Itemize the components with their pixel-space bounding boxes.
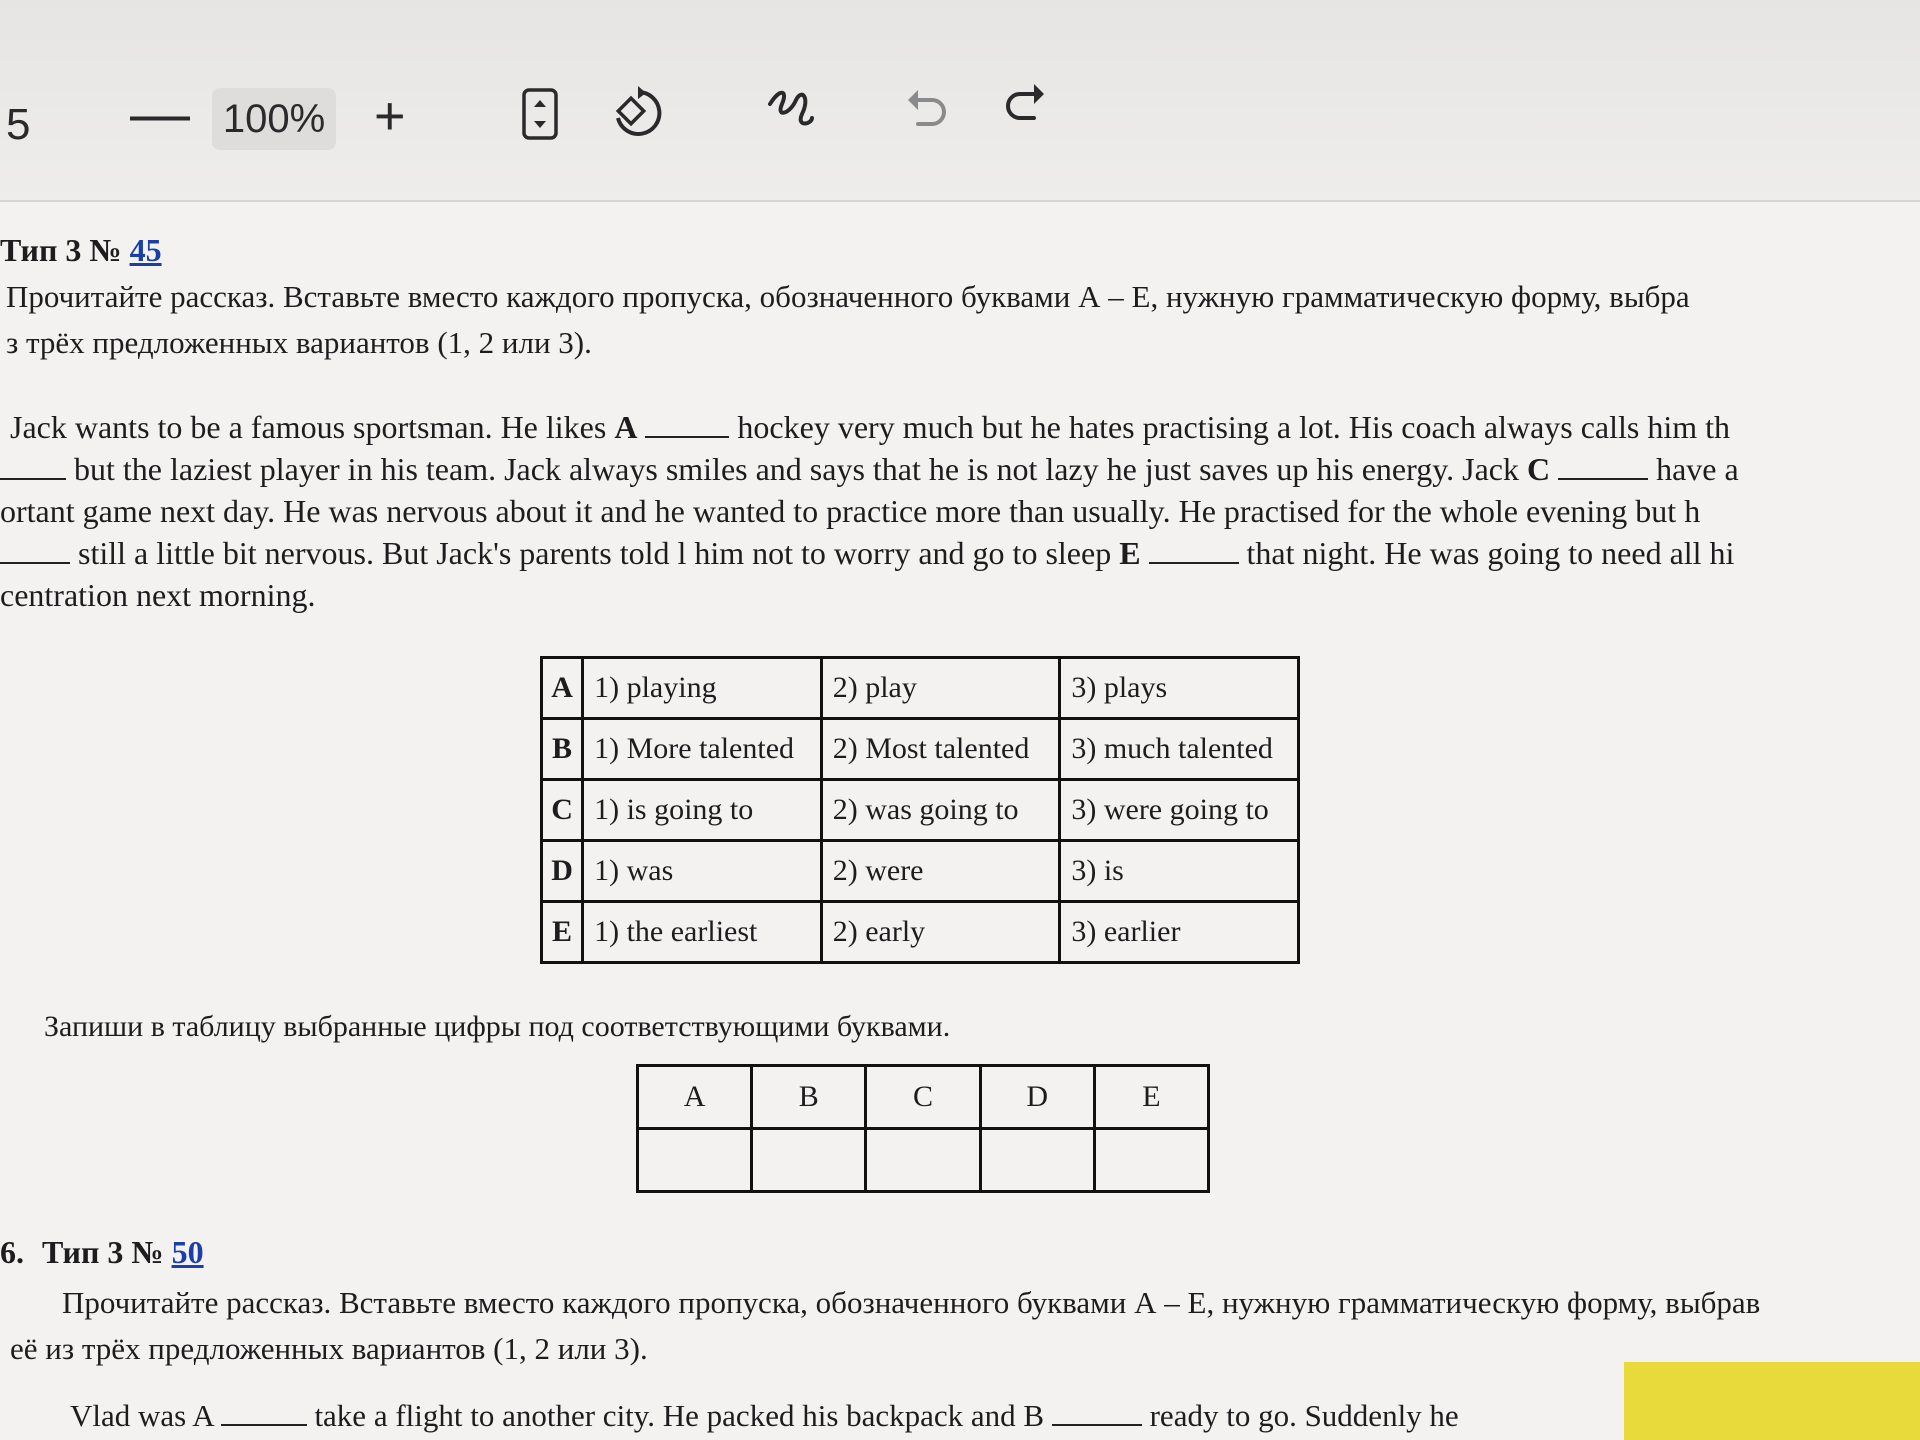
gap-blank bbox=[1558, 478, 1648, 480]
instruction-line: з трёх предложенных вариантов (1, 2 или 3). bbox=[6, 325, 592, 360]
option-cell: 2) play bbox=[821, 658, 1060, 719]
task-header bbox=[0, 232, 162, 269]
zoom-level[interactable]: 100% bbox=[212, 88, 336, 150]
option-letter: B bbox=[542, 719, 583, 780]
pdf-toolbar bbox=[0, 0, 1920, 202]
option-cell: 1) More talented bbox=[583, 719, 822, 780]
answer-cell[interactable] bbox=[1094, 1129, 1208, 1192]
option-cell: 2) Most talented bbox=[821, 719, 1060, 780]
task-instruction bbox=[6, 274, 1920, 366]
option-cell: 3) earlier bbox=[1060, 902, 1299, 963]
answer-input-row bbox=[638, 1129, 1209, 1192]
story-line: but the laziest player in his team. Jack always smiles and says that he is not lazy he just saves up his energy. Jack C have a bbox=[0, 448, 1920, 490]
options-row bbox=[542, 841, 1299, 902]
option-cell: 3) plays bbox=[1060, 658, 1299, 719]
answer-header: E bbox=[1094, 1066, 1208, 1129]
zoom-out-button[interactable]: — bbox=[130, 80, 190, 147]
task-number-link[interactable]: 45 bbox=[129, 232, 162, 268]
answer-header-row bbox=[638, 1066, 1209, 1129]
undo-icon[interactable] bbox=[904, 84, 950, 130]
options-row bbox=[542, 719, 1299, 780]
instruction-line: Прочитайте рассказ. Вставьте вместо каждого пропуска, обозначенного буквами А – Е, нужную грамматическую форму, выбра bbox=[6, 279, 1690, 314]
draw-icon[interactable] bbox=[766, 84, 816, 136]
option-cell: 2) were bbox=[821, 841, 1060, 902]
option-cell: 3) much talented bbox=[1060, 719, 1299, 780]
option-letter: C bbox=[542, 780, 583, 841]
option-cell: 1) was bbox=[583, 841, 822, 902]
answer-cell[interactable] bbox=[638, 1129, 752, 1192]
options-row bbox=[542, 902, 1299, 963]
gap-blank bbox=[1149, 562, 1239, 564]
answer-cell[interactable] bbox=[752, 1129, 866, 1192]
option-cell: 1) the earliest bbox=[583, 902, 822, 963]
answer-note: Запиши в таблицу выбранные цифры под соответствующими буквами. bbox=[44, 1010, 951, 1043]
option-letter: D bbox=[542, 841, 583, 902]
answer-header: B bbox=[752, 1066, 866, 1129]
answer-header: D bbox=[980, 1066, 1094, 1129]
option-letter: A bbox=[542, 658, 583, 719]
gap-letter: E bbox=[1119, 535, 1141, 571]
answer-cell[interactable] bbox=[866, 1129, 980, 1192]
page-number[interactable]: 5 bbox=[6, 100, 31, 149]
task-type-label: Тип 3 № bbox=[0, 232, 122, 268]
gap-letter: A bbox=[614, 409, 638, 445]
task-type-label: Тип 3 № bbox=[42, 1234, 164, 1270]
zoom-in-button[interactable]: + bbox=[374, 86, 406, 146]
story-line: Jack wants to be a famous sportsman. He likes A hockey very much but he hates practising a lot. His coach always calls him th bbox=[10, 409, 1731, 445]
story-line: still a little bit nervous. But Jack's parents told l him not to worry and go to sleep E that night. He was going to need all hi bbox=[0, 532, 1920, 574]
options-row bbox=[542, 780, 1299, 841]
gap-letter: C bbox=[1526, 451, 1551, 487]
option-cell: 2) was going to bbox=[821, 780, 1060, 841]
gap-blank bbox=[221, 1424, 307, 1426]
answer-header: C bbox=[866, 1066, 980, 1129]
task-header bbox=[0, 1234, 204, 1271]
task-number-link[interactable]: 50 bbox=[171, 1234, 204, 1270]
instruction-line: Прочитайте рассказ. Вставьте вместо каждого пропуска, обозначенного буквами А – Е, нужную грамматическую форму, выбрав bbox=[62, 1285, 1761, 1320]
options-row bbox=[542, 658, 1299, 719]
story-line: Vlad was A take a flight to another city. He packed his backpack and B ready to go. Suddenly he bbox=[70, 1398, 1459, 1433]
gap-blank bbox=[1052, 1424, 1142, 1426]
answer-cell[interactable] bbox=[980, 1129, 1094, 1192]
fit-page-icon[interactable] bbox=[522, 88, 558, 140]
answer-header: A bbox=[638, 1066, 752, 1129]
options-table bbox=[540, 656, 1300, 964]
task-index: 6. bbox=[0, 1234, 24, 1270]
gap-blank bbox=[0, 478, 66, 480]
option-cell: 2) early bbox=[821, 902, 1060, 963]
story-line: ortant game next day. He was nervous about it and he wanted to practice more than usually. He practised for the whole evening but h bbox=[0, 493, 1701, 529]
option-cell: 3) is bbox=[1060, 841, 1299, 902]
redo-icon[interactable] bbox=[1002, 80, 1048, 126]
gap-blank bbox=[0, 562, 70, 564]
story-text bbox=[0, 406, 1920, 616]
option-letter: E bbox=[542, 902, 583, 963]
story-line: centration next morning. bbox=[0, 577, 316, 613]
option-cell: 1) is going to bbox=[583, 780, 822, 841]
yellow-sticky-note bbox=[1624, 1362, 1920, 1440]
option-cell: 1) playing bbox=[583, 658, 822, 719]
gap-blank bbox=[645, 436, 729, 438]
task-instruction bbox=[10, 1280, 1920, 1372]
option-cell: 3) were going to bbox=[1060, 780, 1299, 841]
instruction-line: её из трёх предложенных вариантов (1, 2 или 3). bbox=[10, 1331, 648, 1366]
answer-table bbox=[636, 1064, 1210, 1193]
rotate-icon[interactable] bbox=[608, 84, 666, 142]
